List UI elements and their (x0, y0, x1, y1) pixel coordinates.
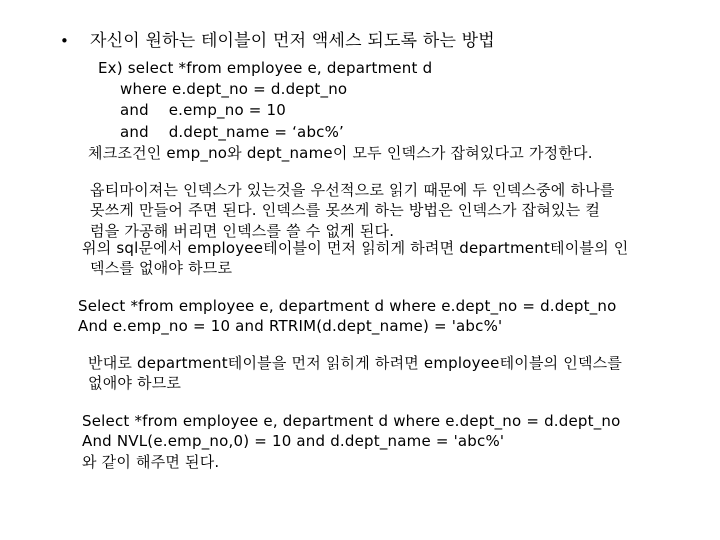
query-line: 와 같이 해주면 된다. (82, 453, 220, 471)
bullet-icon: • (60, 32, 69, 50)
explanation-line: 반대로 department테이블을 먼저 읽히게 하려면 employee테이블의 인덱스를 (88, 354, 623, 372)
explanation-line: 위의 sql문에서 employee테이블이 먼저 읽히게 하려면 department테이블의 인 (82, 239, 629, 257)
query-line: And e.emp_no = 10 and RTRIM(d.dept_name) = 'abc%' (78, 317, 503, 335)
query-line: Select *from employee e, department d where e.dept_no = d.dept_no (82, 412, 621, 430)
query-line: Select *from employee e, department d where e.dept_no = d.dept_no (78, 297, 617, 315)
example-line: where e.dept_no = d.dept_no (120, 80, 348, 98)
explanation-line: 럼을 가공해 버리면 인덱스를 쓸 수 없게 된다. (90, 222, 395, 240)
example-line: and d.dept_name = ‘abc%’ (120, 123, 345, 141)
explanation-line: 덱스를 없애야 하므로 (90, 259, 233, 277)
explanation-line: 없애야 하므로 (88, 374, 182, 392)
example-line: Ex) select *from employee e, department d (98, 59, 433, 77)
explanation-line: 못쓰게 만들어 주면 된다. 인덱스를 못쓰게 하는 방법은 인덱스가 잡혀있는 컬 (90, 201, 601, 219)
explanation-line: 옵티마이져는 인덱스가 있는것을 우선적으로 읽기 때문에 두 인덱스중에 하나를 (90, 181, 615, 199)
slide-title: 자신이 원하는 테이블이 먼저 액세스 되도록 하는 방법 (90, 31, 495, 51)
query-line: And NVL(e.emp_no,0) = 10 and d.dept_name = 'abc%' (82, 432, 505, 450)
assumption-text: 체크조건인 emp_no와 dept_name이 모두 인덱스가 잡혀있다고 가정한다. (88, 144, 593, 162)
example-line: and e.emp_no = 10 (120, 101, 287, 119)
